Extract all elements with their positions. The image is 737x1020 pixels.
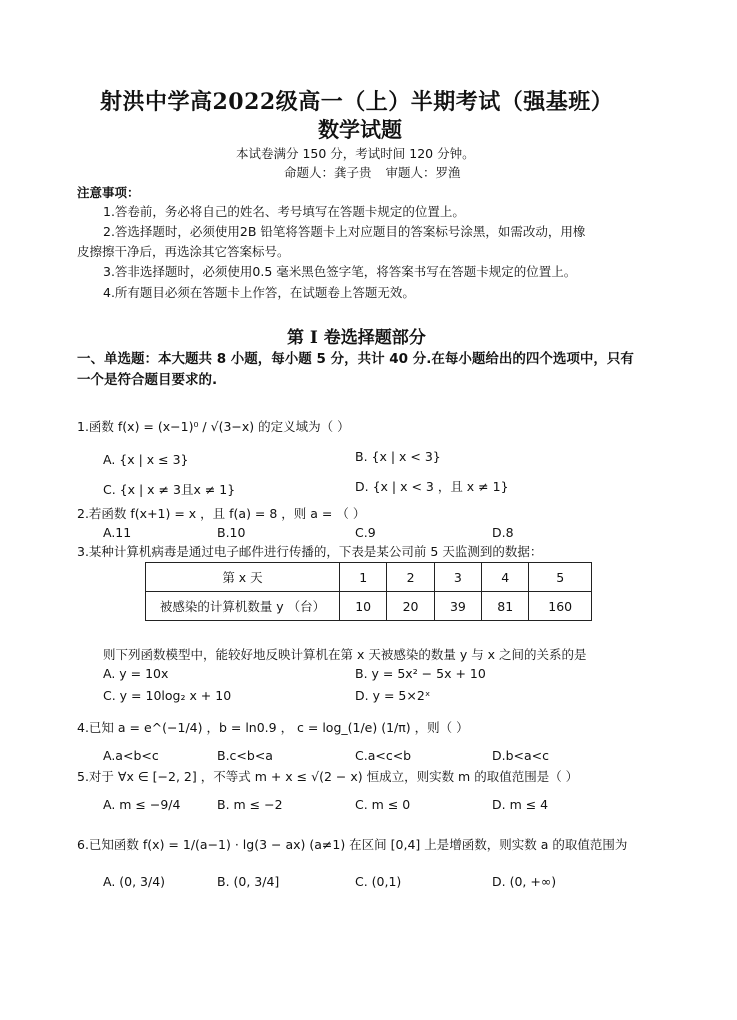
- question-3-stem: 3.某种计算机病毒是通过电子邮件进行传播的，下表是某公司前 5 天监测到的数据：: [77, 544, 543, 559]
- infection-data-table: [145, 562, 592, 621]
- table-header-infected: 被感染的计算机数量 y （台）: [146, 592, 340, 621]
- question-6-option-a: A. (0, 3/4): [103, 874, 166, 889]
- table-cell: 10: [340, 592, 387, 621]
- question-5-stem: 5.对于 ∀x ∈ [−2, 2] ，不等式 m + x ≤ √(2 − x) 恒成立，则实数 m 的取值范围是（ ）: [77, 769, 579, 784]
- question-1-stem: 1.函数 f(x) = (x−1)⁰ / √(3−x) 的定义域为（ ）: [77, 419, 350, 434]
- exam-info: 本试卷满分 150 分，考试时间 120 分钟。: [236, 146, 475, 161]
- question-6-option-b: B. (0, 3/4]: [217, 874, 280, 889]
- question-4-stem: 4.已知 a = e^(−1/4) ，b = ln0.9 ， c = log_(1/e) (1/π) ，则（ ）: [77, 720, 469, 735]
- question-4-option-c: C.a<c<b: [355, 748, 412, 763]
- table-cell: 4: [482, 563, 529, 592]
- question-6-option-d: D. (0, +∞): [492, 874, 557, 889]
- question-1-option-b: B. {x | x < 3}: [355, 449, 441, 464]
- question-3-follow: 则下列函数模型中，能较好地反映计算机在第 x 天被感染的数量 y 与 x 之间的关系的是: [103, 647, 587, 662]
- note-item-2-cont: 皮擦擦干净后，再选涂其它答案标号。: [77, 244, 290, 259]
- question-3-option-c: C. y = 10log₂ x + 10: [103, 688, 232, 703]
- table-cell: 39: [434, 592, 481, 621]
- section-instruction-2: 一个是符合题目要求的.: [77, 372, 218, 388]
- table-cell: 5: [529, 563, 592, 592]
- notes-heading: 注意事项：: [77, 185, 140, 200]
- question-3-option-b: B. y = 5x² − 5x + 10: [355, 666, 486, 681]
- question-5-option-b: B. m ≤ −2: [217, 797, 283, 812]
- table-cell: 1: [340, 563, 387, 592]
- question-2-option-c: C.9: [355, 525, 376, 540]
- question-4-option-d: D.b<a<c: [492, 748, 550, 763]
- question-1-option-c: C. {x | x ≠ 3且x ≠ 1}: [103, 482, 236, 497]
- question-1-option-a: A. {x | x ≤ 3}: [103, 452, 189, 467]
- question-2-option-a: A.11: [103, 525, 132, 540]
- question-6-stem: 6.已知函数 f(x) = 1/(a−1) · lg(3 − ax) (a≠1) 在区间 [0,4] 上是增函数，则实数 a 的取值范围为: [77, 837, 628, 852]
- note-item-1: 1.答卷前，务必将自己的姓名、考号填写在答题卡规定的位置上。: [103, 204, 465, 219]
- question-2-option-b: B.10: [217, 525, 246, 540]
- question-3-option-a: A. y = 10x: [103, 666, 169, 681]
- table-row: [146, 563, 592, 592]
- note-item-4: 4.所有题目必须在答题卡上作答，在试题卷上答题无效。: [103, 285, 415, 300]
- question-5-option-d: D. m ≤ 4: [492, 797, 549, 812]
- question-5-option-c: C. m ≤ 0: [355, 797, 411, 812]
- section-instruction-1: 一、单选题：本大题共 8 小题，每小题 5 分，共计 40 分.在每小题给出的四个选项中，只有: [77, 351, 634, 367]
- table-cell: 160: [529, 592, 592, 621]
- note-item-3: 3.答非选择题时，必须使用0.5 毫米黑色签字笔，将答案书写在答题卡规定的位置上。: [103, 264, 577, 279]
- exam-subtitle: 数学试题: [318, 117, 402, 142]
- note-item-2: 2.答选择题时，必须使用2B 铅笔将答题卡上对应题目的答案标号涂黑，如需改动，用橡: [103, 224, 586, 239]
- question-3-option-d: D. y = 5×2ˣ: [355, 688, 431, 703]
- question-4-option-b: B.c<b<a: [217, 748, 273, 763]
- question-5-option-a: A. m ≤ −9/4: [103, 797, 181, 812]
- table-cell: 20: [387, 592, 434, 621]
- table-header-day: 第 x 天: [146, 563, 340, 592]
- question-6-option-c: C. (0,1): [355, 874, 402, 889]
- table-row: [146, 592, 592, 621]
- question-4-option-a: A.a<b<c: [103, 748, 159, 763]
- exam-authors: 命题人：龚子贵 审题人：罗渔: [284, 165, 461, 180]
- table-cell: 2: [387, 563, 434, 592]
- question-1-option-d: D. {x | x < 3 ，且 x ≠ 1}: [355, 479, 509, 494]
- table-cell: 81: [482, 592, 529, 621]
- section-title: 第 I 卷选择题部分: [287, 328, 426, 348]
- exam-title: 射洪中学高2022级高一（上）半期考试（强基班）: [100, 89, 614, 115]
- question-2-option-d: D.8: [492, 525, 514, 540]
- question-2-stem: 2.若函数 f(x+1) = x ，且 f(a) = 8 ，则 a = （ ）: [77, 506, 366, 521]
- table-cell: 3: [434, 563, 481, 592]
